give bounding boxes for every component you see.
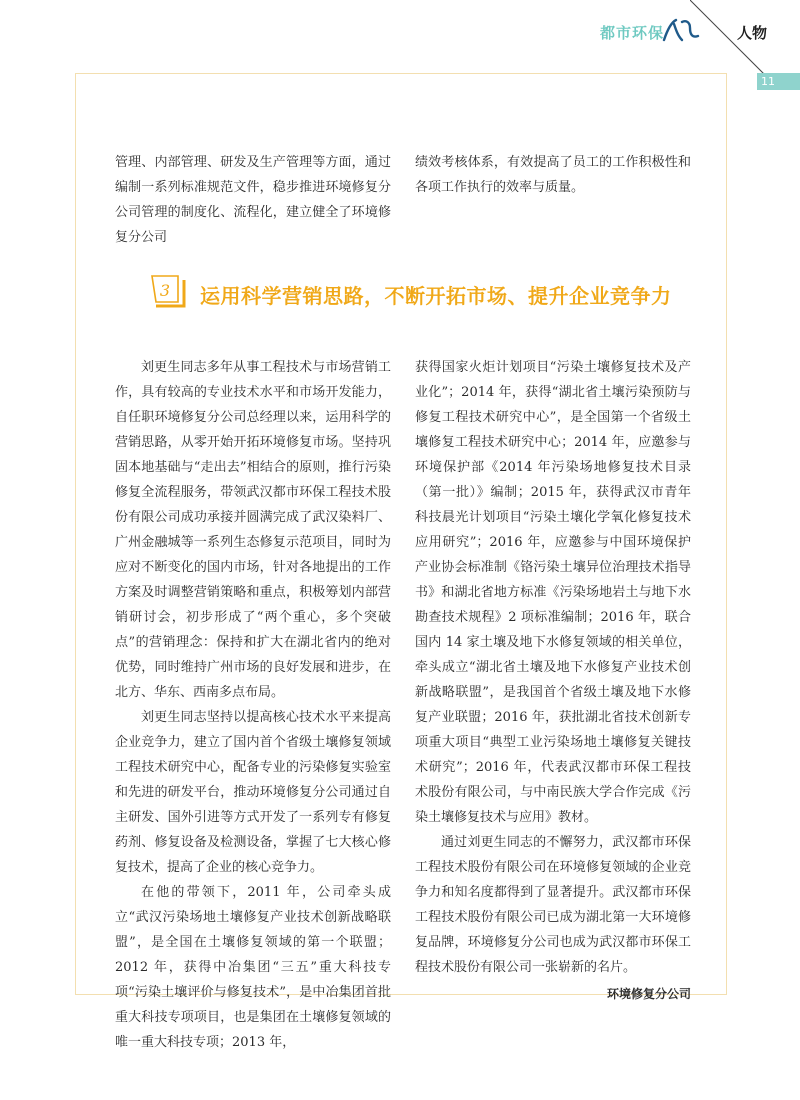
paragraph: 刘更生同志坚持以提高核心技术水平来提高企业竞争力，建立了国内首个省级土壤修复领域工程技术研究中心，配备专业的污染修复实验室和先进的研发平台，推动环境修复分公司通过自主研发、国外引进等方式开发了一系列专有修复药剂、修复设备及检测设备，掌握了七大核心修复技术，提高了企业的核心竞争力。 — [115, 710, 391, 875]
section-number: 3 — [159, 281, 171, 300]
section-label: 人物 — [737, 24, 768, 42]
section-number-badge-icon — [148, 272, 186, 312]
paragraph: 绩效考核体系，有效提高了员工的工作积极性和各项工作执行的效率与质量。 — [415, 155, 691, 195]
section-title: 运用科学营销思路，不断开拓市场、提升企业竞争力 — [200, 284, 672, 308]
page-number: 11 — [757, 73, 800, 90]
body-right-column — [415, 355, 691, 1007]
body-left-column — [115, 355, 391, 1055]
article-signature: 环境修复分公司 — [606, 987, 691, 1001]
paragraph: 刘更生同志多年从事工程技术与市场营销工作，具有较高的专业技术水平和市场开发能力，自任职环境修复分公司总经理以来，运用科学的营销思路，从零开始开拓环境修复市场。坚持巩固本地基础与“走出去”相结合的原则，推行污染修复全流程服务，带领武汉都市环保工程技术股份有限公司成功承接并圆满完成了武汉染料厂、广州金融城等一系列生态修复示范项目，同时为应对不断变化的国内市场，针对各地提出的工作方案及时调整营销策略和重点，积极筹划内部营销研讨会，初步形成了“两个重心，多个突破点”的营销理念：保持和扩大在湖北省内的绝对优势，同时维持广州市场的良好发展和进步，在北方、华东、西南多点布局。 — [115, 360, 391, 700]
paragraph: 在他的带领下，2011 年，公司牵头成立“武汉污染场地土壤修复产业技术创新战略联盟”，是全国在土壤修复领域的第一个联盟；2012 年，获得中冶集团“三五”重大科技专项“污染土壤评价与修复技术”，是中冶集团首批重大科技专项项目，也是集团在土壤修复领域的唯一重大科技专项；2013 年， — [115, 885, 391, 1050]
brand-name: 都市环保 — [600, 24, 665, 42]
paragraph: 管理、内部管理、研发及生产管理等方面，通过编制一系列标准规范文件，稳步推进环境修复分公司管理的制度化、流程化，建立健全了环境修复分公司 — [115, 155, 391, 245]
paragraph: 通过刘更生同志的不懈努力，武汉都市环保工程技术股份有限公司在环境修复领域的企业竞争力和知名度都得到了显著提升。武汉都市环保工程技术股份有限公司已成为湖北第一大环境修复品牌，环境修复分公司也成为武汉都市环保工程技术股份有限公司一张崭新的名片。 — [415, 835, 691, 975]
top-left-column — [115, 150, 391, 250]
top-right-column — [415, 150, 691, 200]
paragraph: 获得国家火炬计划项目“污染土壤修复技术及产业化”；2014 年，获得“湖北省土壤污染预防与修复工程技术研究中心”，是全国第一个省级土壤修复工程技术研究中心；2014 年，应邀参与环境保护部《2014 年污染场地修复技术目录（第一批）》编制；2015 年，获得武汉市青年科技晨光计划项目“污染土壤化学氧化修复技术应用研究”；2016 年，应邀参与中国环境保护产业协会标准制《铬污染土壤异位治理技术指导书》和湖北省地方标准《污染场地岩土与地下水勘查技术规程》2 项标准编制；2016 年，联合国内 14 家土壤及地下水修复领域的相关单位，牵头成立“湖北省土壤及地下水修复产业技术创新战略联盟”，是我国首个省级土壤及地下水修复产业联盟；2016 年，获批湖北省技术创新专项重大项目“典型工业污染场地土壤修复关键技术研究”；2016 年，代表武汉都市环保工程技术股份有限公司，与中南民族大学合作完成《污染土壤修复技术与应用》教材。 — [415, 360, 691, 825]
